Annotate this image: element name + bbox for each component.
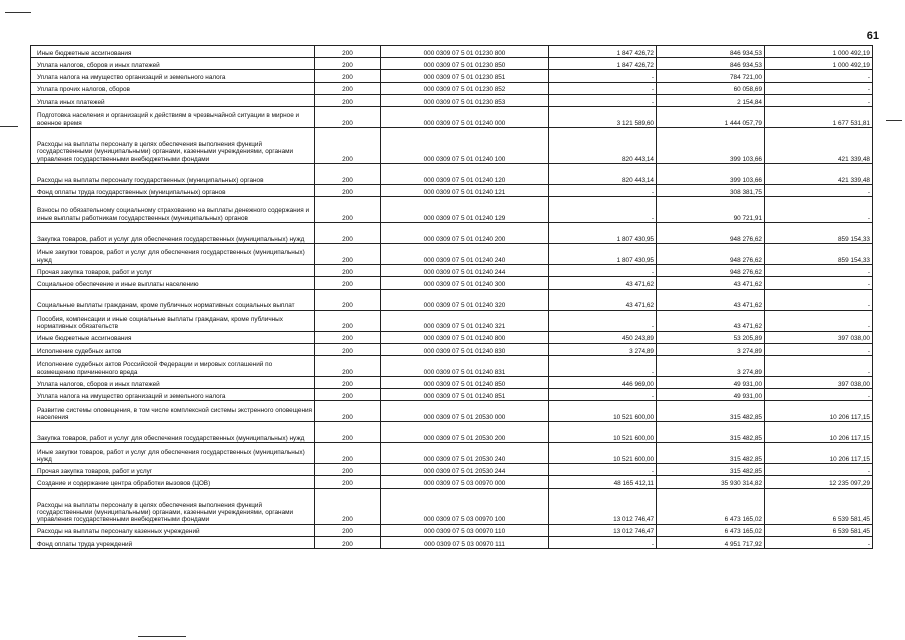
table-row [31, 163, 873, 184]
cell-executed: 35 930 314,82 [657, 476, 765, 488]
table-row [31, 223, 873, 244]
cell-unexecuted: - [765, 70, 873, 82]
cell-unexecuted: - [765, 184, 873, 196]
page-number: 61 [866, 30, 879, 42]
cell-approved: 3 121 589,60 [549, 106, 657, 127]
cell-kbk: 000 0309 07 5 01 20530 244 [381, 464, 549, 476]
cell-executed: 315 482,85 [657, 422, 765, 443]
cell-code: 200 [315, 422, 381, 443]
cell-kbk: 000 0309 07 5 01 20530 240 [381, 443, 549, 464]
cell-name: Исполнение судебных актов [31, 343, 315, 355]
cell-name: Иные бюджетные ассигнования [31, 46, 315, 58]
cell-approved: 13 012 746,47 [549, 524, 657, 536]
cell-kbk: 000 0309 07 5 01 01230 800 [381, 46, 549, 58]
cell-code: 200 [315, 536, 381, 548]
cell-kbk: 000 0309 07 5 01 01240 100 [381, 127, 549, 163]
cell-kbk: 000 0309 07 5 01 01230 853 [381, 94, 549, 106]
cell-name: Уплата налога на имущество организаций и земельного налога [31, 389, 315, 401]
cell-approved: 450 243,89 [549, 331, 657, 343]
cell-name: Закупка товаров, работ и услуг для обеспечения государственных (муниципальных) нужд [31, 422, 315, 443]
cell-code: 200 [315, 265, 381, 277]
cell-executed: 784 721,00 [657, 70, 765, 82]
cell-executed: 2 154,84 [657, 94, 765, 106]
cell-name: Расходы на выплаты персоналу казенных учреждений [31, 524, 315, 536]
cell-kbk: 000 0309 07 5 01 01240 851 [381, 389, 549, 401]
cell-kbk: 000 0309 07 5 03 00970 100 [381, 488, 549, 524]
cell-unexecuted: 10 206 117,15 [765, 443, 873, 464]
table-row [31, 277, 873, 289]
cell-unexecuted: 397 038,00 [765, 331, 873, 343]
cell-executed: 4 951 717,92 [657, 536, 765, 548]
cell-kbk: 000 0309 07 5 03 00970 110 [381, 524, 549, 536]
cell-kbk: 000 0309 07 5 01 01240 120 [381, 163, 549, 184]
cell-name: Уплата прочих налогов, сборов [31, 82, 315, 94]
cell-name: Прочая закупка товаров, работ и услуг [31, 464, 315, 476]
cell-code: 200 [315, 82, 381, 94]
cell-executed: 3 274,89 [657, 355, 765, 376]
cell-name: Создание и содержание центра обработки вызовов (ЦОВ) [31, 476, 315, 488]
cell-kbk: 000 0309 07 5 01 01240 200 [381, 223, 549, 244]
cell-approved: 48 165 412,11 [549, 476, 657, 488]
scan-mark-right [886, 120, 902, 121]
table-row [31, 331, 873, 343]
cell-unexecuted: - [765, 389, 873, 401]
cell-unexecuted: 1 000 492,19 [765, 46, 873, 58]
cell-name: Расходы на выплаты персоналу государственных (муниципальных) органов [31, 163, 315, 184]
table-body [31, 46, 873, 549]
cell-kbk: 000 0309 07 5 01 01240 320 [381, 289, 549, 310]
cell-code: 200 [315, 197, 381, 223]
cell-kbk: 000 0309 07 5 01 01240 850 [381, 376, 549, 388]
cell-unexecuted: - [765, 94, 873, 106]
cell-unexecuted: 397 038,00 [765, 376, 873, 388]
table-row [31, 106, 873, 127]
cell-executed: 948 276,62 [657, 244, 765, 265]
cell-kbk: 000 0309 07 5 01 01230 850 [381, 58, 549, 70]
cell-name: Прочая закупка товаров, работ и услуг [31, 265, 315, 277]
cell-approved: - [549, 536, 657, 548]
cell-name: Иные закупки товаров, работ и услуг для обеспечения государственных (муниципальных) нужд [31, 443, 315, 464]
cell-code: 200 [315, 46, 381, 58]
table-row [31, 536, 873, 548]
cell-code: 200 [315, 289, 381, 310]
cell-unexecuted: - [765, 536, 873, 548]
cell-code: 200 [315, 70, 381, 82]
cell-executed: 948 276,62 [657, 265, 765, 277]
scan-mark-bottom [138, 636, 186, 637]
cell-approved: 820 443,14 [549, 127, 657, 163]
cell-kbk: 000 0309 07 5 01 01240 800 [381, 331, 549, 343]
cell-code: 200 [315, 524, 381, 536]
table-row [31, 82, 873, 94]
cell-executed: 6 473 165,02 [657, 488, 765, 524]
cell-executed: 846 934,53 [657, 46, 765, 58]
cell-name: Фонд оплаты труда государственных (муниципальных) органов [31, 184, 315, 196]
table-row [31, 310, 873, 331]
cell-unexecuted: 1 000 492,19 [765, 58, 873, 70]
cell-unexecuted: 12 235 097,29 [765, 476, 873, 488]
table-row [31, 46, 873, 58]
cell-code: 200 [315, 443, 381, 464]
table-row [31, 127, 873, 163]
cell-code: 200 [315, 376, 381, 388]
cell-code: 200 [315, 331, 381, 343]
cell-code: 200 [315, 94, 381, 106]
cell-approved: 1 847 426,72 [549, 58, 657, 70]
cell-unexecuted: 1 677 531,81 [765, 106, 873, 127]
cell-code: 200 [315, 223, 381, 244]
cell-name: Расходы на выплаты персоналу в целях обеспечения выполнения функций государственными (муниципальными) органами, казенными учреждениями, органами управления государственными внебюджетными фондами [31, 488, 315, 524]
cell-executed: 43 471,62 [657, 289, 765, 310]
table-row [31, 488, 873, 524]
table-row [31, 376, 873, 388]
cell-name: Расходы на выплаты персоналу в целях обеспечения выполнения функций государственными (муниципальными) органами, казенными учреждениями, органами управления государственными внебюджетными фондами [31, 127, 315, 163]
cell-code: 200 [315, 184, 381, 196]
cell-kbk: 000 0309 07 5 01 01240 000 [381, 106, 549, 127]
cell-kbk: 000 0309 07 5 01 01240 121 [381, 184, 549, 196]
cell-kbk: 000 0309 07 5 01 01240 244 [381, 265, 549, 277]
cell-name: Уплата налогов, сборов и иных платежей [31, 58, 315, 70]
cell-executed: 49 931,00 [657, 389, 765, 401]
cell-name: Фонд оплаты труда учреждений [31, 536, 315, 548]
cell-name: Уплата иных платежей [31, 94, 315, 106]
cell-unexecuted: 6 539 581,45 [765, 524, 873, 536]
cell-name: Уплата налогов, сборов и иных платежей [31, 376, 315, 388]
table-row [31, 265, 873, 277]
cell-approved: - [549, 389, 657, 401]
cell-approved: 10 521 600,00 [549, 422, 657, 443]
cell-approved: 10 521 600,00 [549, 443, 657, 464]
cell-executed: 315 482,85 [657, 464, 765, 476]
table-row [31, 422, 873, 443]
cell-kbk: 000 0309 07 5 01 01240 830 [381, 343, 549, 355]
cell-approved: 13 012 746,47 [549, 488, 657, 524]
cell-code: 200 [315, 310, 381, 331]
table-row [31, 70, 873, 82]
cell-kbk: 000 0309 07 5 01 01240 240 [381, 244, 549, 265]
cell-unexecuted: 859 154,33 [765, 244, 873, 265]
cell-unexecuted: - [765, 464, 873, 476]
cell-executed: 6 473 165,02 [657, 524, 765, 536]
table-row [31, 443, 873, 464]
cell-executed: 1 444 057,79 [657, 106, 765, 127]
table-row [31, 401, 873, 422]
cell-approved: 43 471,62 [549, 289, 657, 310]
cell-unexecuted: 10 206 117,15 [765, 422, 873, 443]
cell-code: 200 [315, 244, 381, 265]
cell-approved: - [549, 197, 657, 223]
scan-mark-top-left [5, 12, 31, 13]
cell-approved: 1 807 430,95 [549, 223, 657, 244]
table-row [31, 289, 873, 310]
table-row [31, 197, 873, 223]
cell-kbk: 000 0309 07 5 01 01240 321 [381, 310, 549, 331]
cell-unexecuted: 421 339,48 [765, 163, 873, 184]
cell-name: Иные бюджетные ассигнования [31, 331, 315, 343]
cell-approved: - [549, 82, 657, 94]
cell-kbk: 000 0309 07 5 01 01240 129 [381, 197, 549, 223]
cell-code: 200 [315, 163, 381, 184]
cell-executed: 948 276,62 [657, 223, 765, 244]
cell-unexecuted: - [765, 277, 873, 289]
cell-kbk: 000 0309 07 5 01 20530 200 [381, 422, 549, 443]
cell-approved: - [549, 355, 657, 376]
cell-name: Подготовка населения и организаций к действиям в чрезвычайной ситуации в мирное и военное время [31, 106, 315, 127]
cell-approved: 1 847 426,72 [549, 46, 657, 58]
cell-name: Пособия, компенсации и иные социальные выплаты гражданам, кроме публичных нормативных обязательств [31, 310, 315, 331]
cell-code: 200 [315, 58, 381, 70]
cell-approved: - [549, 70, 657, 82]
cell-approved: 820 443,14 [549, 163, 657, 184]
cell-name: Исполнение судебных актов Российской Федерации и мировых соглашений по возмещению причиненного вреда [31, 355, 315, 376]
cell-code: 200 [315, 106, 381, 127]
cell-kbk: 000 0309 07 5 01 01240 831 [381, 355, 549, 376]
cell-executed: 3 274,89 [657, 343, 765, 355]
table-row [31, 343, 873, 355]
cell-executed: 399 103,66 [657, 127, 765, 163]
cell-code: 200 [315, 464, 381, 476]
table-row [31, 58, 873, 70]
cell-unexecuted: - [765, 265, 873, 277]
cell-approved: - [549, 184, 657, 196]
cell-code: 200 [315, 389, 381, 401]
cell-name: Развитие системы оповещения, в том числе комплексной системы экстренного оповещения населения [31, 401, 315, 422]
cell-unexecuted: - [765, 310, 873, 331]
cell-executed: 846 934,53 [657, 58, 765, 70]
table-row [31, 184, 873, 196]
cell-unexecuted: - [765, 82, 873, 94]
table-row [31, 524, 873, 536]
table-row [31, 389, 873, 401]
cell-kbk: 000 0309 07 5 03 00970 000 [381, 476, 549, 488]
table-row [31, 476, 873, 488]
cell-code: 200 [315, 343, 381, 355]
cell-approved: - [549, 310, 657, 331]
cell-unexecuted: - [765, 355, 873, 376]
cell-unexecuted: - [765, 343, 873, 355]
table-row [31, 94, 873, 106]
cell-approved: 43 471,62 [549, 277, 657, 289]
cell-code: 200 [315, 488, 381, 524]
cell-kbk: 000 0309 07 5 01 01230 851 [381, 70, 549, 82]
cell-code: 200 [315, 355, 381, 376]
cell-executed: 90 721,91 [657, 197, 765, 223]
cell-unexecuted: 6 539 581,45 [765, 488, 873, 524]
cell-approved: - [549, 265, 657, 277]
cell-executed: 43 471,62 [657, 277, 765, 289]
cell-executed: 315 482,85 [657, 401, 765, 422]
cell-name: Социальные выплаты гражданам, кроме публичных нормативных социальных выплат [31, 289, 315, 310]
cell-executed: 315 482,85 [657, 443, 765, 464]
cell-name: Взносы по обязательному социальному страхованию на выплаты денежного содержания и иные выплаты работникам государственных (муниципальных) органов [31, 197, 315, 223]
cell-approved: - [549, 94, 657, 106]
cell-name: Социальное обеспечение и иные выплаты населению [31, 277, 315, 289]
cell-name: Закупка товаров, работ и услуг для обеспечения государственных (муниципальных) нужд [31, 223, 315, 244]
cell-kbk: 000 0309 07 5 01 01230 852 [381, 82, 549, 94]
cell-executed: 60 058,69 [657, 82, 765, 94]
table-row [31, 464, 873, 476]
table-row [31, 244, 873, 265]
scan-mark-left [0, 126, 18, 127]
cell-unexecuted: 859 154,33 [765, 223, 873, 244]
cell-unexecuted: - [765, 197, 873, 223]
cell-kbk: 000 0309 07 5 01 01240 300 [381, 277, 549, 289]
cell-executed: 49 931,00 [657, 376, 765, 388]
cell-approved: 1 807 430,95 [549, 244, 657, 265]
cell-unexecuted: 421 339,48 [765, 127, 873, 163]
budget-execution-table [30, 45, 873, 549]
cell-executed: 53 205,89 [657, 331, 765, 343]
cell-code: 200 [315, 277, 381, 289]
cell-unexecuted: - [765, 289, 873, 310]
cell-executed: 308 381,75 [657, 184, 765, 196]
cell-approved: - [549, 464, 657, 476]
cell-unexecuted: 10 206 117,15 [765, 401, 873, 422]
cell-code: 200 [315, 127, 381, 163]
cell-name: Иные закупки товаров, работ и услуг для обеспечения государственных (муниципальных) нужд [31, 244, 315, 265]
cell-name: Уплата налога на имущество организаций и земельного налога [31, 70, 315, 82]
cell-code: 200 [315, 401, 381, 422]
cell-executed: 399 103,66 [657, 163, 765, 184]
cell-approved: 10 521 600,00 [549, 401, 657, 422]
table-row [31, 355, 873, 376]
cell-code: 200 [315, 476, 381, 488]
cell-approved: 446 969,00 [549, 376, 657, 388]
cell-executed: 43 471,62 [657, 310, 765, 331]
cell-kbk: 000 0309 07 5 01 20530 000 [381, 401, 549, 422]
cell-kbk: 000 0309 07 5 03 00970 111 [381, 536, 549, 548]
cell-approved: 3 274,89 [549, 343, 657, 355]
